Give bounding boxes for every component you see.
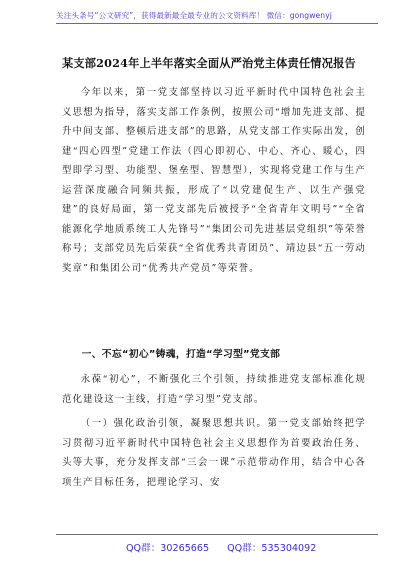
section-heading: 一、不忘“初心”铸魂，打造“学习型”党支部 [81,349,281,360]
section-intro-paragraph: 永葆“初心”，不断强化三个引领，持续推进党支部标准化规范化建设这一主线，打造“学习型”党支部。 [62,374,366,405]
header-note: 关注头条号“公文研究”，获得最新最全最专业的公文资料库！ 微信：gongwenyj [56,11,332,20]
footer-qq-group-1: QQ群：30265665 [126,543,210,554]
body-paragraph: 今年以来，第一党支部坚持以习近平新时代中国特色社会主义思想为指导，落实支部工作条例，按照公司“增加先进支部、提升中间支部、整顿后进支部”的思路，从党支部工作实际出发，创建“四心四型”党建工作法（四心即初心、中心、齐心、暖心，四型即学习型、功能型、堡垒型、智慧型），实现将党建工作与生产运营深度融合同频共振，形成了“以党建促生产、以生产强党建”的良好局面，第一党支部先后被授予“全省青年文明号”“全省能源化学地质系统工人先锋号”“集团公司先进基层党组织”等荣誉称号；支部党员先后荣获“全省优秀共青团员”、靖边县“五一劳动奖章”和集团公司“优秀共产党员”等荣誉。 [62,87,366,274]
section-item-paragraph: （一）强化政治引领，凝聚思想共识。第一党支部始终把学习贯彻习近平新时代中国特色社会主义思想作为首要政治任务、头等大事，充分发挥支部“三会一课”示范带动作用，结合中心各项生产目标任务，把理论学习、安 [62,418,366,488]
header-divider [56,23,378,24]
footer-divider [56,534,378,535]
document-title: 某支部2024年上半年落实全面从严治党主体责任情况报告 [62,56,356,70]
footer-contacts [126,540,316,554]
footer-qq-group-2: QQ群：535304092 [227,543,317,554]
